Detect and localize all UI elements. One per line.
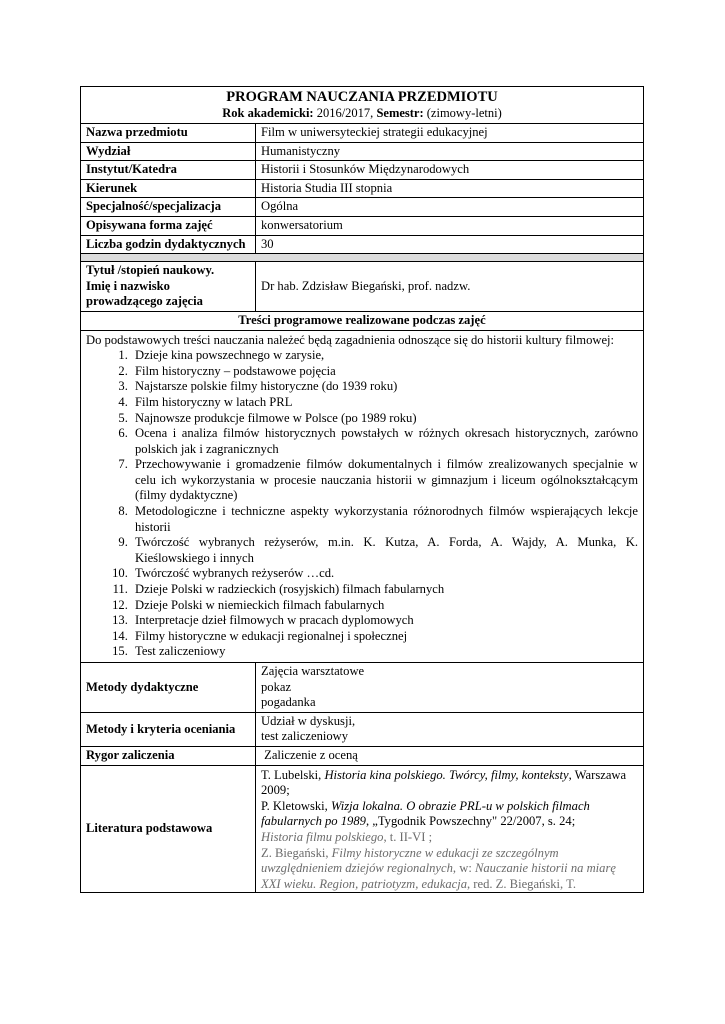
list-item: 4. Film historyczny w latach PRL bbox=[131, 395, 638, 411]
list-item: 7. Przechowywanie i gromadzenie filmów dokumentalnych i filmów zrealizowanych specjalnie w celu ich wykorzystania w procesie nauczania historii w gimnazjum i liceum ogólnokształcącym (filmy dydaktyczne) bbox=[131, 457, 638, 504]
institute-value: Historii i Stosunków Międzynarodowych bbox=[256, 161, 644, 180]
class-form-label: Opisywana forma zajęć bbox=[81, 216, 256, 235]
row-literature bbox=[81, 765, 644, 893]
faculty-label: Wydział bbox=[81, 142, 256, 161]
row-field bbox=[81, 179, 644, 198]
teacher-label-line2: Imię i nazwisko bbox=[86, 278, 170, 293]
faculty-value: Humanistyczny bbox=[256, 142, 644, 161]
entry-details: , Warszawa 2009; bbox=[261, 767, 627, 798]
syllabus-table bbox=[80, 86, 644, 893]
semester-value: (zimowy-letni) bbox=[426, 106, 502, 120]
list-item: 11. Dzieje Polski w radzieckich (rosyjskich) filmach fabularnych bbox=[131, 582, 638, 598]
entry-author: T. Lubelski, bbox=[261, 767, 325, 782]
assessment-value bbox=[256, 712, 644, 746]
list-item: 14. Filmy historyczne w edukacji regionalnej i społecznej bbox=[131, 629, 638, 645]
topic-list bbox=[86, 348, 638, 660]
method-item: Zajęcia warsztatowe bbox=[261, 664, 365, 678]
list-item: 15. Test zaliczeniowy bbox=[131, 644, 638, 660]
row-content bbox=[81, 330, 644, 662]
list-item: 5. Najnowsze produkcje filmowe w Polsce (po 1989 roku) bbox=[131, 411, 638, 427]
grey-separator-row bbox=[81, 254, 644, 262]
row-hours bbox=[81, 235, 644, 254]
semester-label: Semestr: bbox=[376, 106, 424, 120]
row-class-form bbox=[81, 216, 644, 235]
row-teacher bbox=[81, 262, 644, 312]
entry-title: Historia kina polskiego. Twórcy, filmy, konteksty bbox=[324, 767, 569, 782]
list-item: 13. Interpretacje dzieł filmowych w pracach dyplomowych bbox=[131, 613, 638, 629]
field-label: Kierunek bbox=[81, 179, 256, 198]
literature-entry-2 bbox=[261, 799, 638, 830]
method-item: pogadanka bbox=[261, 695, 316, 710]
entry-book-title: Nauczanie historii na miarę XXI wieku. Region, patriotyzm, edukacja bbox=[261, 861, 616, 891]
year-value: 2016/2017, bbox=[316, 106, 374, 120]
institute-label: Instytut/Katedra bbox=[81, 161, 256, 180]
year-label: Rok akademicki: bbox=[222, 106, 314, 120]
literature-entry-3 bbox=[261, 830, 638, 846]
document-title: PROGRAM NAUCZANIA PRZEDMIOTU bbox=[226, 89, 498, 105]
list-item: 2. Film historyczny – podstawowe pojęcia bbox=[131, 364, 638, 380]
hours-value: 30 bbox=[256, 235, 644, 254]
rigor-label: Rygor zaliczenia bbox=[81, 746, 256, 765]
teacher-label-line3: prowadzącego zajęcia bbox=[86, 294, 203, 309]
entry-connector: , w: bbox=[452, 861, 475, 876]
entry-details: , red. Z. Biegański, T. bbox=[467, 876, 577, 891]
syllabus-document bbox=[80, 86, 643, 893]
methods-label: Metody dydaktyczne bbox=[81, 663, 256, 713]
assessment-item: test zaliczeniowy bbox=[261, 729, 349, 744]
list-item: 1. Dzieje kina powszechnego w zarysie, bbox=[131, 348, 638, 364]
row-assessment bbox=[81, 712, 644, 746]
list-item: 9. Twórczość wybranych reżyserów, m.in. K. Kutza, A. Forda, A. Wajdy, A. Munka, K. Kieślowskiego i innych bbox=[131, 535, 638, 566]
entry-title: Historia filmu polskiego bbox=[261, 829, 384, 844]
methods-value bbox=[256, 663, 644, 713]
row-content-heading bbox=[81, 311, 644, 330]
entry-details: , t. II-VI ; bbox=[383, 829, 433, 844]
method-item: pokaz bbox=[261, 679, 292, 694]
specialization-label: Specjalność/specjalizacja bbox=[81, 198, 256, 217]
literature-value bbox=[256, 765, 644, 893]
content-cell bbox=[81, 330, 644, 662]
row-methods bbox=[81, 663, 644, 713]
assessment-label: Metody i kryteria oceniania bbox=[81, 712, 256, 746]
entry-title: Wizja lokalna. O obrazie PRL-u w polskich filmach fabularnych po 1989 bbox=[261, 798, 590, 829]
row-institute bbox=[81, 161, 644, 180]
row-specialization bbox=[81, 198, 644, 217]
class-form-value: konwersatorium bbox=[256, 216, 644, 235]
entry-title: Filmy historyczne w edukacji ze szczególnym uwzględnieniem dziejów regionalnych bbox=[261, 845, 559, 876]
hours-label: Liczba godzin dydaktycznych bbox=[81, 235, 256, 254]
field-value: Historia Studia III stopnia bbox=[256, 179, 644, 198]
content-heading: Treści programowe realizowane podczas zajęć bbox=[81, 311, 644, 330]
entry-author: P. Kletowski, bbox=[261, 798, 331, 813]
list-item: 12. Dzieje Polski w niemieckich filmach fabularnych bbox=[131, 598, 638, 614]
header-row bbox=[81, 87, 644, 124]
row-faculty bbox=[81, 142, 644, 161]
literature-entry-1 bbox=[261, 768, 638, 799]
academic-year-line bbox=[86, 106, 638, 121]
course-name-label: Nazwa przedmiotu bbox=[81, 124, 256, 143]
assessment-item: Udział w dyskusji, bbox=[261, 713, 356, 728]
list-item: 8. Metodologiczne i techniczne aspekty wykorzystania różnorodnych filmów wspierających lekcje historii bbox=[131, 504, 638, 535]
content-intro: Do podstawowych treści nauczania należeć będą zagadnienia odnoszące się do historii kultury filmowej: bbox=[86, 332, 615, 347]
specialization-value: Ogólna bbox=[256, 198, 644, 217]
rigor-value: Zaliczenie z oceną bbox=[256, 746, 644, 765]
row-rigor bbox=[81, 746, 644, 765]
list-item: 10. Twórczość wybranych reżyserów …cd. bbox=[131, 566, 638, 582]
entry-details: , „Tygodnik Powszechny" 22/2007, s. 24; bbox=[365, 814, 576, 829]
grey-separator bbox=[81, 254, 644, 262]
teacher-value: Dr hab. Zdzisław Biegański, prof. nadzw. bbox=[256, 262, 644, 312]
teacher-label-line1: Tytuł /stopień naukowy. bbox=[86, 263, 215, 278]
literature-label: Literatura podstawowa bbox=[81, 765, 256, 893]
literature-entry-4 bbox=[261, 846, 638, 893]
entry-author: Z. Biegański, bbox=[261, 845, 332, 860]
teacher-label bbox=[81, 262, 256, 312]
row-course-name bbox=[81, 124, 644, 143]
course-name-value: Film w uniwersyteckiej strategii edukacyjnej bbox=[256, 124, 644, 143]
list-item: 6. Ocena i analiza filmów historycznych powstałych w różnych okresach historycznych, zarówno polskich jak i zagranicznych bbox=[131, 426, 638, 457]
list-item: 3. Najstarsze polskie filmy historyczne (do 1939 roku) bbox=[131, 379, 638, 395]
